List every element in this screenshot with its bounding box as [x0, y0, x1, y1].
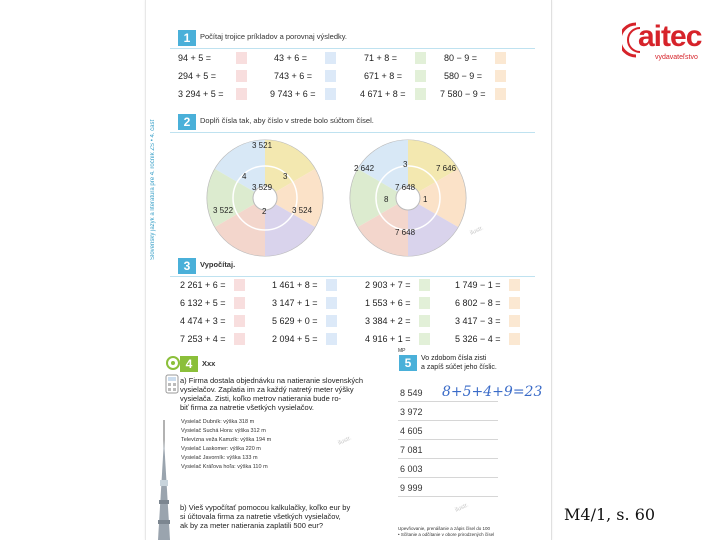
task4-a-line: vysielača. Zisti, koľko metrov natierania bude ro-: [180, 394, 342, 403]
task3-expression: 5 629 + 0 =: [272, 316, 318, 326]
task1-expression: 294 + 5 =: [178, 71, 217, 81]
answer-box: [325, 52, 336, 64]
tower-item: Vysielač Dubník: výška 318 m: [181, 419, 255, 425]
task5-number-item: 4 605: [400, 426, 423, 436]
task5-title-2: a zapíš súčet jeho číslic.: [421, 364, 497, 371]
task4-b-line: b) Vieš vypočítať pomocou kalkulačky, koľko eur by: [180, 503, 351, 512]
task4-a-line: vysielačov. Zaplatia im za každý natretý meter výšky: [180, 385, 354, 394]
answer-box: [419, 279, 430, 291]
tower-item: Vysielač Laskomer: výška 220 m: [181, 446, 261, 452]
answer-box: [234, 333, 245, 345]
wheel2-center: 7 648: [395, 183, 416, 192]
wheel1-top: 3 521: [252, 141, 273, 150]
wheel2-right: 7 646: [436, 164, 457, 173]
answer-box: [509, 315, 520, 327]
wheel1-left-inner: 4: [242, 172, 247, 181]
answer-box: [495, 70, 506, 82]
task1-expression: 580 − 9 =: [444, 71, 483, 81]
task5-number: 5: [399, 355, 417, 371]
task3-expression: 4 474 + 3 =: [180, 316, 226, 326]
task3-expression: 7 253 + 4 =: [180, 334, 226, 344]
task4-b-line: ak by za meter natierania zaplatili 500 eur?: [180, 521, 323, 530]
task1-expression: 9 743 + 6 =: [270, 89, 316, 99]
task3-expression: 3 417 − 3 =: [455, 316, 501, 326]
task1-expression: 743 + 6 =: [274, 71, 313, 81]
logo-text: aitec: [638, 20, 702, 53]
answer-box: [415, 88, 426, 100]
task5-number-item: 7 081: [400, 445, 423, 455]
task3-divider: [170, 276, 535, 277]
page-caption: M4/1, s. 60: [564, 505, 656, 524]
footer-line-1: Upevňovanie, prenášanie a zápis čísel do 100: [398, 526, 491, 531]
task4-a-line: biť firma za natretie všetkých vysielačov.: [180, 403, 314, 412]
answer-box: [419, 297, 430, 309]
answer-box: [236, 70, 247, 82]
answer-box: [326, 279, 337, 291]
page-footer: [398, 526, 494, 538]
task4-number: 4: [180, 356, 198, 372]
handwritten-example: 8+5+4+9=23: [442, 384, 543, 400]
task3-expression: 2 094 + 5 =: [272, 334, 318, 344]
task3-expression: 6 132 + 5 =: [180, 298, 226, 308]
watermark: ilustr.: [469, 225, 485, 237]
task3-expression: 1 461 + 8 =: [272, 280, 318, 290]
answer-box: [326, 297, 337, 309]
answer-box: [234, 279, 245, 291]
tower-item: Vysielač Kráľova hoľa: výška 110 m: [181, 464, 268, 470]
wheel2-top-inner: 3: [403, 160, 408, 169]
task1-expression: 80 − 9 =: [444, 53, 478, 63]
task1-title: Počítaj trojice príkladov a porovnaj výsledky.: [200, 32, 348, 41]
tower-item: Televízna veža Kamzík: výška 194 m: [181, 437, 272, 443]
task2-divider: [170, 132, 535, 133]
answer-box: [495, 52, 506, 64]
task5-number-item: 6 003: [400, 464, 423, 474]
task1-expression: 7 580 − 9 =: [440, 89, 486, 99]
answer-box: [326, 333, 337, 345]
write-line: [398, 458, 498, 459]
task5-number-item: 9 999: [400, 483, 423, 493]
sum-wheel-1: [205, 138, 325, 258]
tower-item: Vysielač Javorník: výška 133 m: [181, 455, 258, 461]
task2-number: 2: [178, 114, 196, 130]
answer-box: [415, 52, 426, 64]
task5-number-item: 8 549: [400, 388, 423, 398]
wheel1-right-inner: 3: [283, 172, 288, 181]
answer-box: [509, 333, 520, 345]
answer-box: [325, 88, 336, 100]
mp-badge: MP: [398, 348, 406, 354]
answer-box: [495, 88, 506, 100]
task3-expression: 5 326 − 4 =: [455, 334, 501, 344]
answer-box: [419, 333, 430, 345]
watermark-3: ilustr.: [454, 502, 470, 514]
write-line: [398, 401, 498, 402]
task5-number-item: 3 972: [400, 407, 423, 417]
task1-expression: 71 + 8 =: [364, 53, 398, 63]
task1-expression: 43 + 6 =: [274, 53, 308, 63]
task1-expression: 94 + 5 =: [178, 53, 212, 63]
tv-tower-illustration: [150, 420, 178, 540]
wheel1-bottom-left: 3 522: [213, 206, 234, 215]
answer-box: [234, 315, 245, 327]
write-line: [398, 496, 498, 497]
task3-expression: 3 384 + 2 =: [365, 316, 411, 326]
footer-line-2: • Sčítanie a odčítanie v obore prirodzených čísel: [398, 532, 495, 537]
answer-box: [509, 279, 520, 291]
write-line: [398, 420, 498, 421]
task1-number: 1: [178, 30, 196, 46]
task3-expression: 1 553 + 6 =: [365, 298, 411, 308]
task1-divider: [170, 48, 535, 49]
answer-box: [325, 70, 336, 82]
task3-expression: 3 147 + 1 =: [272, 298, 318, 308]
aitec-logo: [622, 18, 710, 68]
sidebar-text: Slovenský jazyk a literatúra pre 4. ročník ZŠ • 4. časť: [150, 119, 156, 260]
watermark-2: ilustr.: [337, 435, 353, 447]
task3-expression: 2 261 + 6 =: [180, 280, 226, 290]
answer-box: [234, 297, 245, 309]
answer-box: [326, 315, 337, 327]
task1-expression: 671 + 8 =: [364, 71, 403, 81]
tower-item: Vysielač Suchá Hora: výška 312 m: [181, 428, 266, 434]
answer-box: [236, 52, 247, 64]
answer-box: [509, 297, 520, 309]
wheel1-bottom-inner: 2: [262, 207, 267, 216]
write-line: [398, 439, 498, 440]
task3-title: Vypočítaj.: [200, 260, 236, 269]
task3-expression: 4 916 + 1 =: [365, 334, 411, 344]
task4-a-line: a) Firma dostala objednávku na natieranie slovenských: [180, 376, 364, 385]
calculator-icon: [165, 374, 179, 394]
task4-title: Xxx: [202, 359, 216, 368]
task4-b-line: si účtovala firma za natretie všetkých vysielačov,: [180, 512, 341, 521]
wheel2-left: 2 642: [354, 164, 375, 173]
task3-expression: 1 749 − 1 =: [455, 280, 501, 290]
task1-expression: 3 294 + 5 =: [178, 89, 224, 99]
task2-title: Doplň čísla tak, aby číslo v strede bolo súčtom čísel.: [200, 116, 374, 125]
wheel2-bottom: 7 648: [395, 228, 416, 237]
task3-number: 3: [178, 258, 196, 274]
write-line: [398, 477, 498, 478]
sum-wheel-2: [348, 138, 468, 258]
task5-title-1: Vo zdobom čísla zisti: [421, 355, 487, 362]
task3-expression: 2 903 + 7 =: [365, 280, 411, 290]
wheel2-left-inner: 8: [384, 195, 389, 204]
task1-expression: 4 671 + 8 =: [360, 89, 406, 99]
answer-box: [236, 88, 247, 100]
answer-box: [415, 70, 426, 82]
wheel1-center: 3 529: [252, 183, 273, 192]
answer-box: [419, 315, 430, 327]
wheel1-bottom-right: 3 524: [292, 206, 313, 215]
logo-subtext: vydavateľstvo: [655, 54, 698, 61]
wheel2-right-inner: 1: [423, 195, 428, 204]
task3-expression: 6 802 − 8 =: [455, 298, 501, 308]
